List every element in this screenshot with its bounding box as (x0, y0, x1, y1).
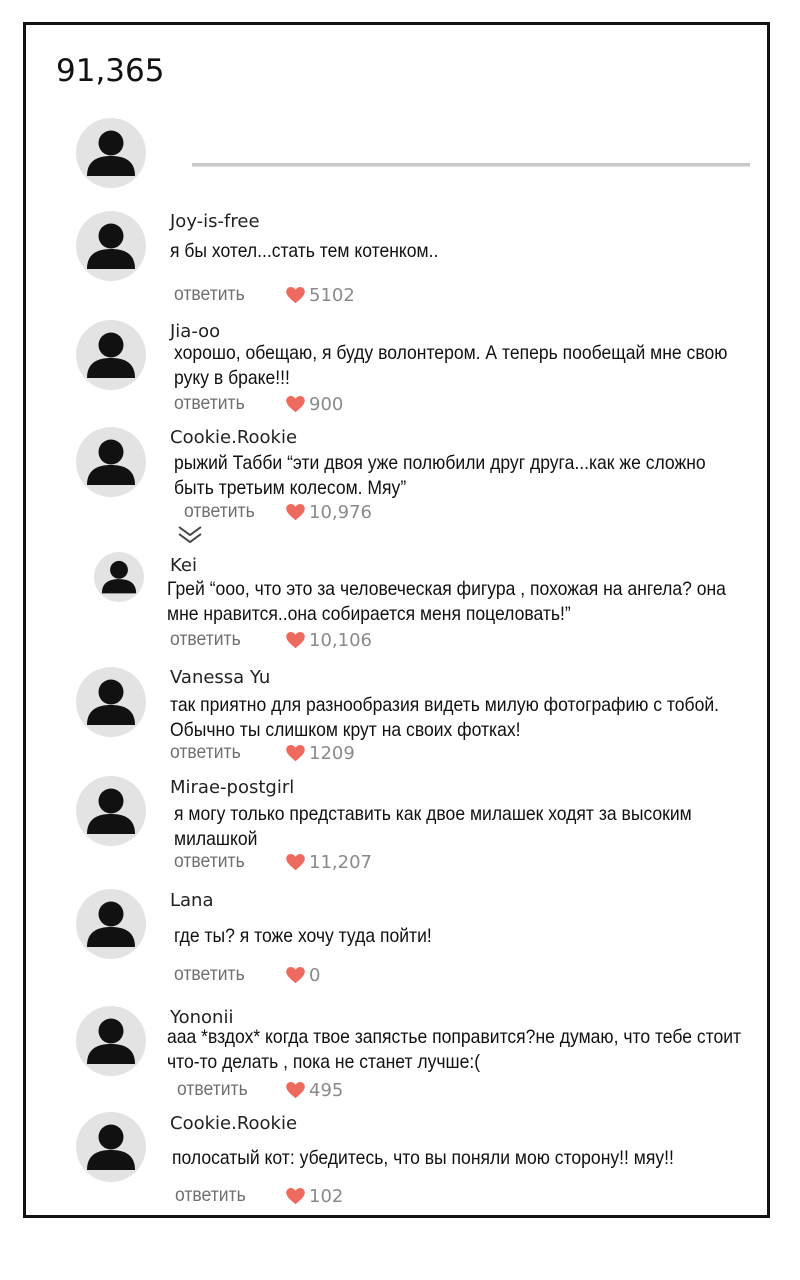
user-silhouette-icon (76, 1006, 146, 1076)
heart-icon[interactable] (286, 854, 305, 871)
reply-button[interactable]: ответить (174, 963, 245, 985)
avatar[interactable] (76, 1006, 146, 1076)
reply-button[interactable]: ответить (174, 392, 245, 414)
avatar[interactable] (94, 552, 144, 602)
comment-text: я бы хотел...стать тем котенком.. (170, 240, 439, 262)
comment-text: так приятно для разнообразия видеть милую фотографию с тобой. Обычно ты слишком крут на своих фотках! (170, 694, 720, 741)
comment-username[interactable]: Lana (170, 890, 214, 911)
comment-text: где ты? я тоже хочу туда пойти! (174, 925, 432, 947)
user-silhouette-icon (76, 889, 146, 959)
like-count: 1209 (309, 743, 355, 764)
heart-icon[interactable] (286, 1082, 305, 1099)
comment-text: Грей “ооо, что это за человеческая фигура , похожая на ангела? она мне нравится..она собирается меня поцеловать!” (167, 578, 726, 625)
reply-button[interactable]: ответить (184, 500, 255, 522)
like-count: 900 (309, 394, 344, 415)
comment-count: 91,365 (56, 53, 165, 89)
heart-icon[interactable] (286, 287, 305, 304)
reply-button[interactable]: ответить (174, 283, 245, 305)
comment-input[interactable] (192, 163, 750, 167)
avatar[interactable] (76, 1112, 146, 1182)
comment-username[interactable]: Yononii (170, 1007, 234, 1028)
heart-icon[interactable] (286, 632, 305, 649)
comment-actions (174, 850, 404, 874)
comment-username[interactable]: Jia-oo (170, 321, 221, 342)
current-user-avatar (76, 118, 146, 188)
comment-username[interactable]: Cookie.Rookie (170, 427, 298, 448)
like-count: 10,106 (309, 630, 372, 651)
like-count: 0 (309, 965, 321, 986)
avatar[interactable] (76, 320, 146, 390)
comment-username[interactable]: Cookie.Rookie (170, 1113, 298, 1134)
comment-text: хорошо, обещаю, я буду волонтером. А теперь пообещай мне свою руку в браке!!! (174, 342, 728, 389)
avatar[interactable] (76, 427, 146, 497)
user-silhouette-icon (94, 552, 144, 602)
like-count: 102 (309, 1186, 344, 1207)
comment-text: я могу только представить как двое милашек ходят за высоким милашкой (174, 803, 692, 850)
comment-username[interactable]: Vanessa Yu (170, 667, 271, 688)
user-silhouette-icon (76, 118, 146, 188)
comment-username[interactable]: Kei (170, 555, 197, 576)
heart-icon[interactable] (286, 1188, 305, 1205)
heart-icon[interactable] (286, 967, 305, 984)
avatar[interactable] (76, 776, 146, 846)
chevron-double-down-icon[interactable] (176, 525, 204, 545)
comment-text: ааа *вздох* когда твое запястье поправится?не думаю, что тебе стоит что-то делать , пока не станет лучше:( (167, 1026, 742, 1073)
like-count: 495 (309, 1080, 344, 1101)
reply-button[interactable]: ответить (170, 628, 241, 650)
user-silhouette-icon (76, 667, 146, 737)
comment-actions (175, 1184, 405, 1208)
user-silhouette-icon (76, 211, 146, 281)
avatar[interactable] (76, 211, 146, 281)
like-count: 10,976 (309, 502, 372, 523)
like-count: 11,207 (309, 852, 372, 873)
comment-actions (177, 1078, 407, 1102)
avatar[interactable] (76, 889, 146, 959)
comment-actions (174, 283, 394, 307)
avatar[interactable] (76, 667, 146, 737)
reply-button[interactable]: ответить (175, 1184, 246, 1206)
user-silhouette-icon (76, 427, 146, 497)
comments-panel (23, 22, 770, 1218)
comment-username[interactable]: Mirae-postgirl (170, 777, 295, 798)
comment-username[interactable]: Joy-is-free (170, 211, 260, 232)
user-silhouette-icon (76, 1112, 146, 1182)
comment-text: полосатый кот: убедитесь, что вы поняли мою сторону!! мяу!! (172, 1147, 674, 1169)
reply-button[interactable]: ответить (177, 1078, 248, 1100)
comment-actions (170, 628, 400, 652)
comment-text: рыжий Табби “эти двоя уже полюбили друг друга...как же сложно быть третьим колесом. Мяу” (174, 452, 706, 499)
heart-icon[interactable] (286, 745, 305, 762)
reply-button[interactable]: ответить (174, 850, 245, 872)
comment-actions (184, 500, 404, 524)
like-count: 5102 (309, 285, 355, 306)
user-silhouette-icon (76, 320, 146, 390)
comment-actions (174, 392, 394, 416)
reply-button[interactable]: ответить (170, 741, 241, 763)
heart-icon[interactable] (286, 504, 305, 521)
heart-icon[interactable] (286, 396, 305, 413)
comment-actions (170, 741, 400, 765)
comment-actions (174, 963, 404, 987)
user-silhouette-icon (76, 776, 146, 846)
